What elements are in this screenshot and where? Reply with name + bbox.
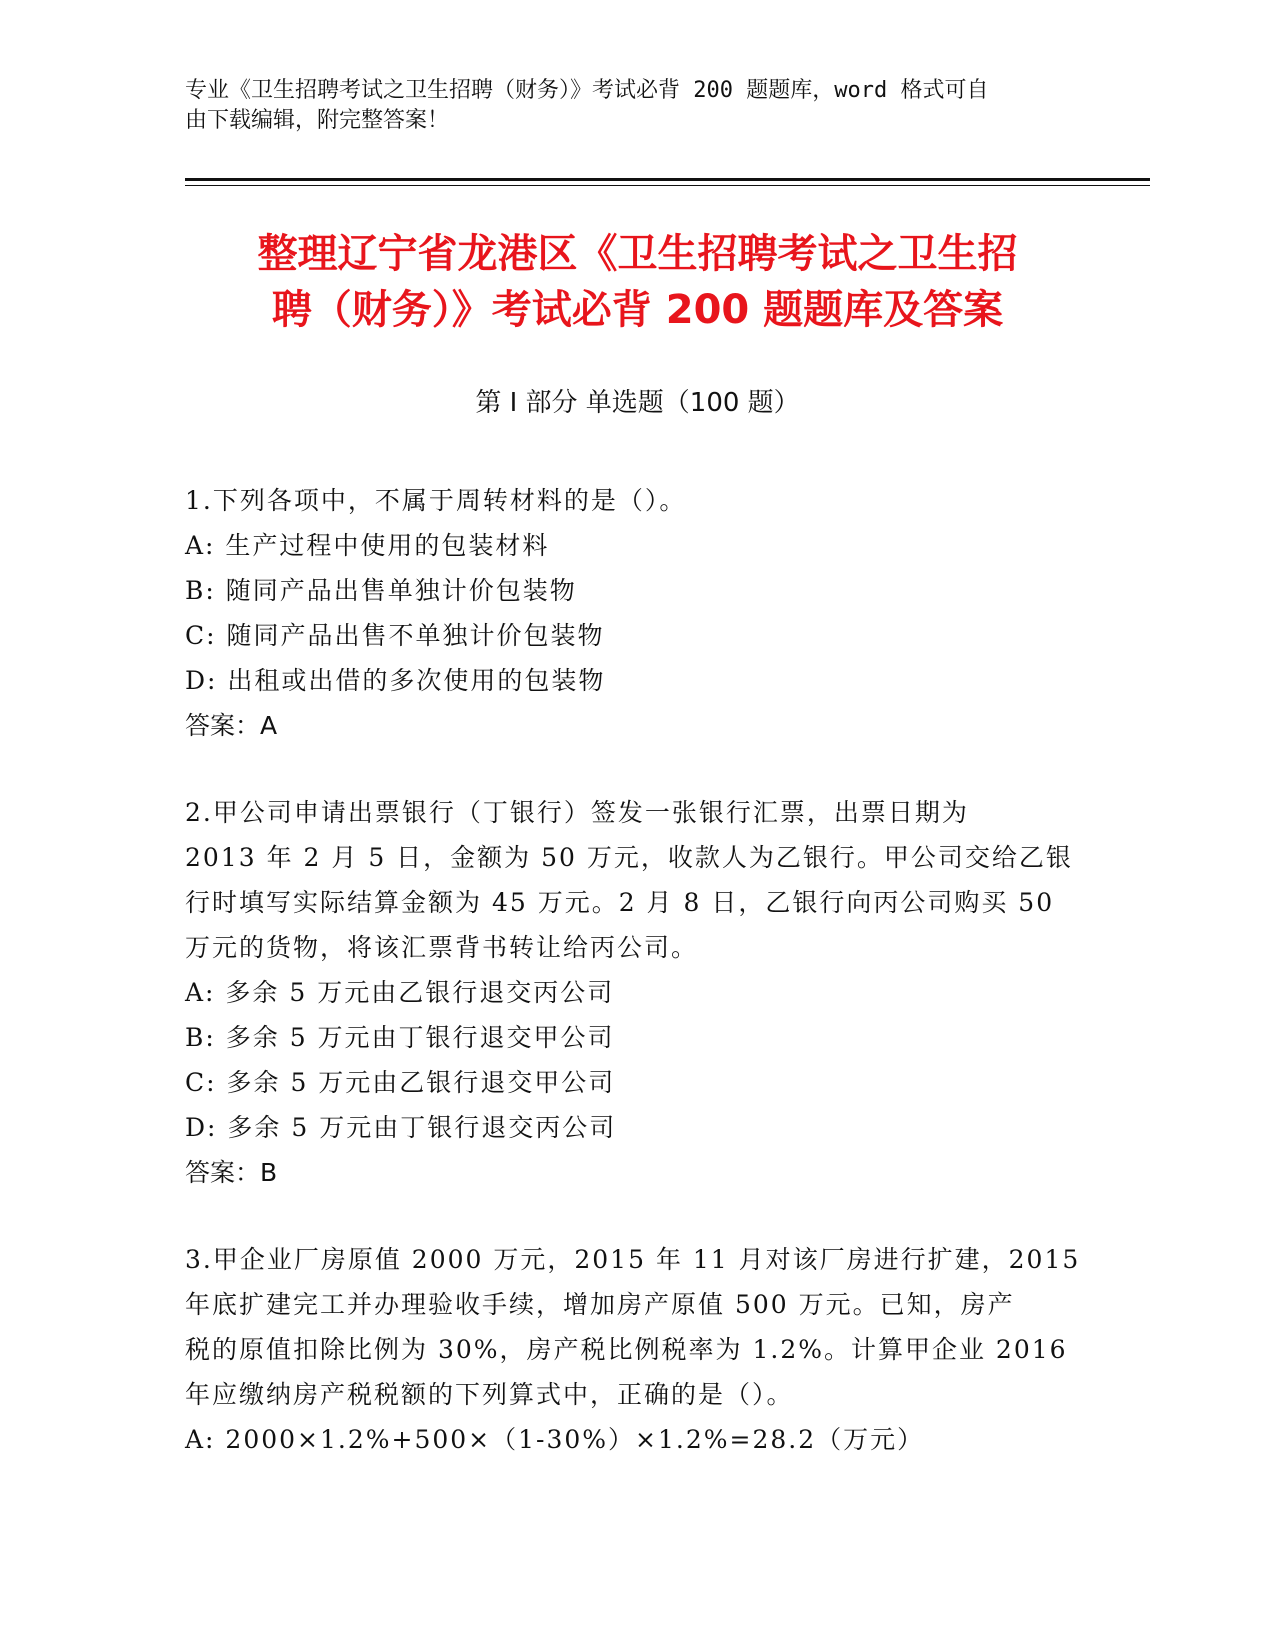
question-stem: 行时填写实际结算金额为 45 万元。2 月 8 日，乙银行向丙公司购买 50: [185, 888, 1055, 917]
answer: 答案：B: [185, 1158, 278, 1187]
option-a: A: 生产过程中使用的包装材料: [185, 531, 550, 560]
question-2: [185, 790, 1090, 1195]
header-rule-thick: [185, 178, 1150, 181]
header-rule-thin: [185, 185, 1150, 186]
option-d: D: 出租或出借的多次使用的包装物: [185, 666, 606, 695]
question-stem: 2.甲公司申请出票银行（丁银行）签发一张银行汇票，出票日期为: [185, 798, 969, 827]
question-stem: 万元的货物，将该汇票背书转让给丙公司。: [185, 933, 699, 962]
question-stem: 3.甲企业厂房原值 2000 万元，2015 年 11 月对该厂房进行扩建，2015: [185, 1245, 1081, 1274]
option-c: C: 多余 5 万元由乙银行退交甲公司: [185, 1068, 616, 1097]
answer: 答案：A: [185, 711, 278, 740]
question-3: [185, 1237, 1090, 1462]
section-heading: 第 I 部分 单选题（100 题）: [475, 388, 800, 418]
header-note: [185, 76, 1075, 136]
question-stem: 1.下列各项中，不属于周转材料的是（）。: [185, 486, 687, 515]
question-1: [185, 478, 1090, 748]
question-list: [185, 478, 1090, 1504]
question-stem: 税的原值扣除比例为 30%，房产税比例税率为 1.2%。计算甲企业 2016: [185, 1335, 1068, 1364]
question-stem: 2013 年 2 月 5 日，金额为 50 万元，收款人为乙银行。甲公司交给乙银: [185, 843, 1073, 872]
header-note-line: 由下载编辑，附完整答案！: [185, 108, 450, 133]
document-title-line: 聘（财务）》考试必背 200 题题库及答案: [271, 287, 1004, 333]
option-b: B: 随同产品出售单独计价包装物: [185, 576, 577, 605]
header-note-line: 专业《卫生招聘考试之卫生招聘（财务）》考试必背 200 题题库，word 格式可自: [185, 78, 989, 103]
option-a: A: 2000×1.2%+500×（1-30%）×1.2%=28.2（万元）: [185, 1425, 925, 1454]
document-title-line: 整理辽宁省龙港区《卫生招聘考试之卫生招: [257, 231, 1018, 277]
document-title: [185, 226, 1090, 338]
option-d: D: 多余 5 万元由丁银行退交丙公司: [185, 1113, 617, 1142]
option-c: C: 随同产品出售不单独计价包装物: [185, 621, 605, 650]
option-b: B: 多余 5 万元由丁银行退交甲公司: [185, 1023, 615, 1052]
question-stem: 年底扩建完工并办理验收手续，增加房产原值 500 万元。已知，房产: [185, 1290, 1015, 1319]
question-stem: 年应缴纳房产税税额的下列算式中，正确的是（）。: [185, 1380, 794, 1409]
option-a: A: 多余 5 万元由乙银行退交丙公司: [185, 978, 615, 1007]
